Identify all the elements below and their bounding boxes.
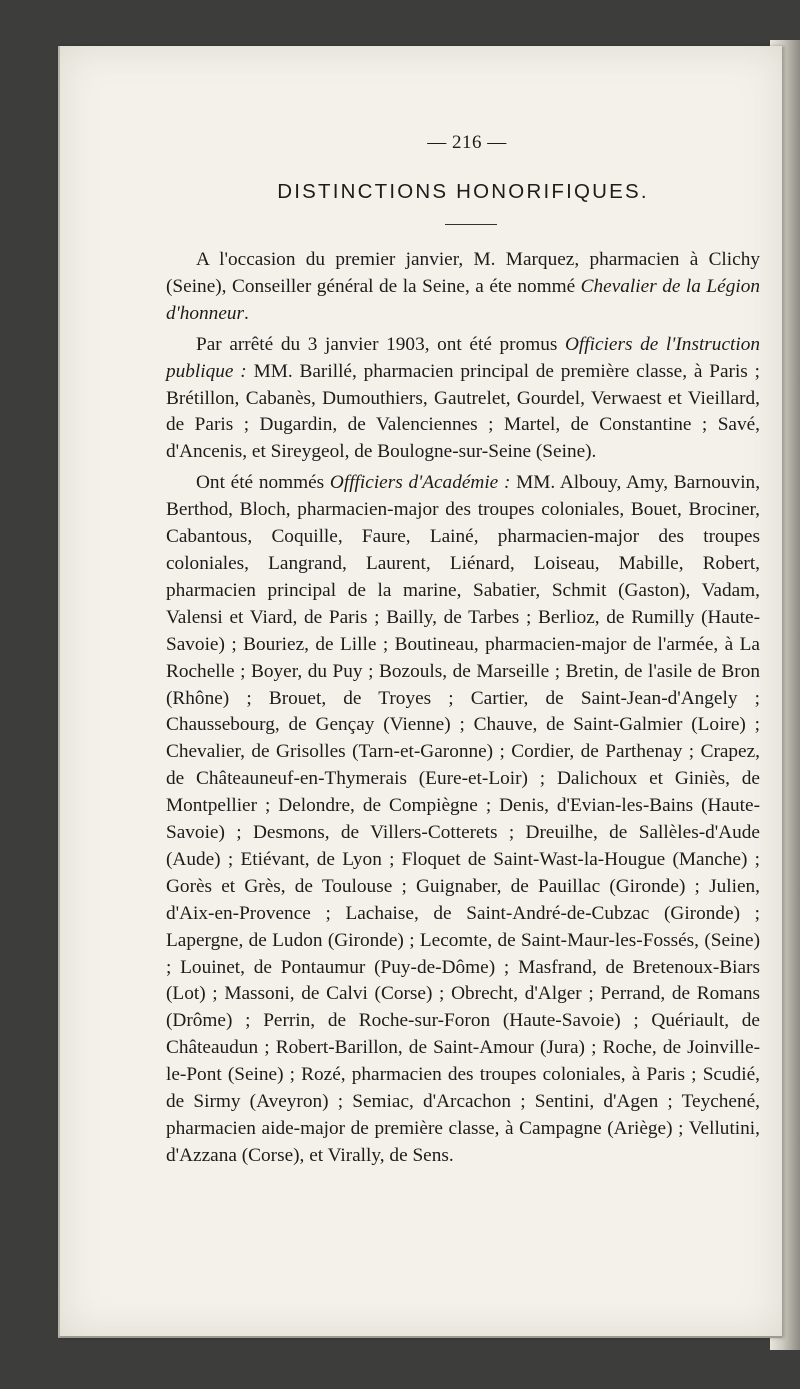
paragraph-text: Ont été nommés — [196, 472, 330, 494]
paragraph-text: Par arrêté du 3 janvier 1903, ont été promus — [196, 333, 565, 355]
paragraph-italic: Chevalier de la Légion d'honneur — [166, 275, 760, 324]
paragraph-instruction-publique — [166, 332, 760, 467]
paragraph-text: A l'occasion du premier janvier, M. Marquez, pharmacien à Clichy (Seine), Conseiller général de la Seine, a éte nommé — [166, 249, 760, 297]
page-content — [166, 132, 760, 1174]
book-page — [58, 46, 782, 1338]
paragraph-text: MM. Barillé, pharmacien principal de première classe, à Paris ; Brétillon, Cabanès, Dumouthiers, Gautrelet, Gourdel, Verwaest et Vieillard, de Paris ; Dugardin, de Valenciennes ; Martel, de Constantine ; Savé, d'Ancenis, et Sireygeol, de Boulogne-sur-Seine (Seine). — [166, 360, 760, 463]
paragraph-text: . — [244, 302, 249, 324]
heading-rule — [445, 224, 497, 225]
paragraph-italic: Officiers de l'Instruction publique : — [166, 333, 761, 382]
page-number: — 216 — — [427, 132, 507, 153]
paragraph-officiers-academie — [166, 470, 760, 1170]
paragraph-italic: Offficiers d'Académie : — [329, 472, 511, 494]
paragraph-text: MM. Albouy, Amy, Barnouvin, Berthod, Bloch, pharmacien-major des troupes coloniales, Bouet, Brociner, Cabantous, Coquille, Faure, Lainé, pharmacien-major des troupes coloniales, Langrand, Laurent, Liénard, Loiseau, Mabille, Robert, pharmacien principal de la marine, Sabatier, Schmit (Gaston), Vadam, Valensi et Viard, de Paris ; Bailly, de Tarbes ; Berlioz, de Rumilly (Haute-Savoie) ; Bouriez, de Lille ; Boutineau, pharmacien-major de l'armée, à La Rochelle ; Boyer, du Puy ; Bozouls, de Marseille ; Bretin, de l'asile de Bron (Rhône) ; Brouet, de Troyes ; Cartier, de Saint-Jean-d'Angely ; Chaussebourg, de Gençay (Vienne) ; Chauve, de Saint-Galmier (Loire) ; Chevalier, de Grisolles (Tarn-et-Garonne) ; Cordier, de Parthenay ; Crapez, de Châteauneuf-en-Thymerais (Eure-et-Loir) ; Dalichoux et Giniès, de Montpellier ; Delondre, de Compiègne ; Denis, d'Evian-les-Bains (Haute-Savoie) ; Desmons, de Villers-Cotterets ; Dreuilhe, de Sallèles-d'Aude (Aude) ; Etiévant, de Lyon ; Floquet de Saint-Wast-la-Hougue (Manche) ; Gorès et Grès, de Toulouse ; Guignaber, de Pauillac (Gironde) ; Julien, d'Aix-en-Provence ; Lachaise, de Saint-André-de-Cubzac (Gironde) ; Lapergne, de Ludon (Gironde) ; Lecomte, de Saint-Maur-les-Fossés, (Seine) ; Louinet, de Pontaumur (Puy-de-Dôme) ; Masfrand, de Bretenoux-Biars (Lot) ; Massoni, de Calvi (Corse) ; Obrecht, d'Alger ; Perrand, de Romans (Drôme) ; Perrin, de Roche-sur-Foron (Haute-Savoie) ; Quériault, de Châteaudun ; Robert-Barillon, de Saint-Amour (Jura) ; Roche, de Joinville-le-Pont (Seine) ; Rozé, pharmacien des troupes coloniales, à Paris ; Scudié, de Sirmy (Aveyron) ; Semiac, d'Arcachon ; Sentini, d'Agen ; Teychené, pharmacien aide-major de première classe, à Campagne (Ariège) ; Vellutini, d'Azzana (Corse), et Virally, de Sens. — [166, 472, 761, 1166]
section-heading: DISTINCTIONS HONORIFIQUES. — [277, 180, 649, 203]
paragraph-legion-honneur — [166, 247, 760, 328]
